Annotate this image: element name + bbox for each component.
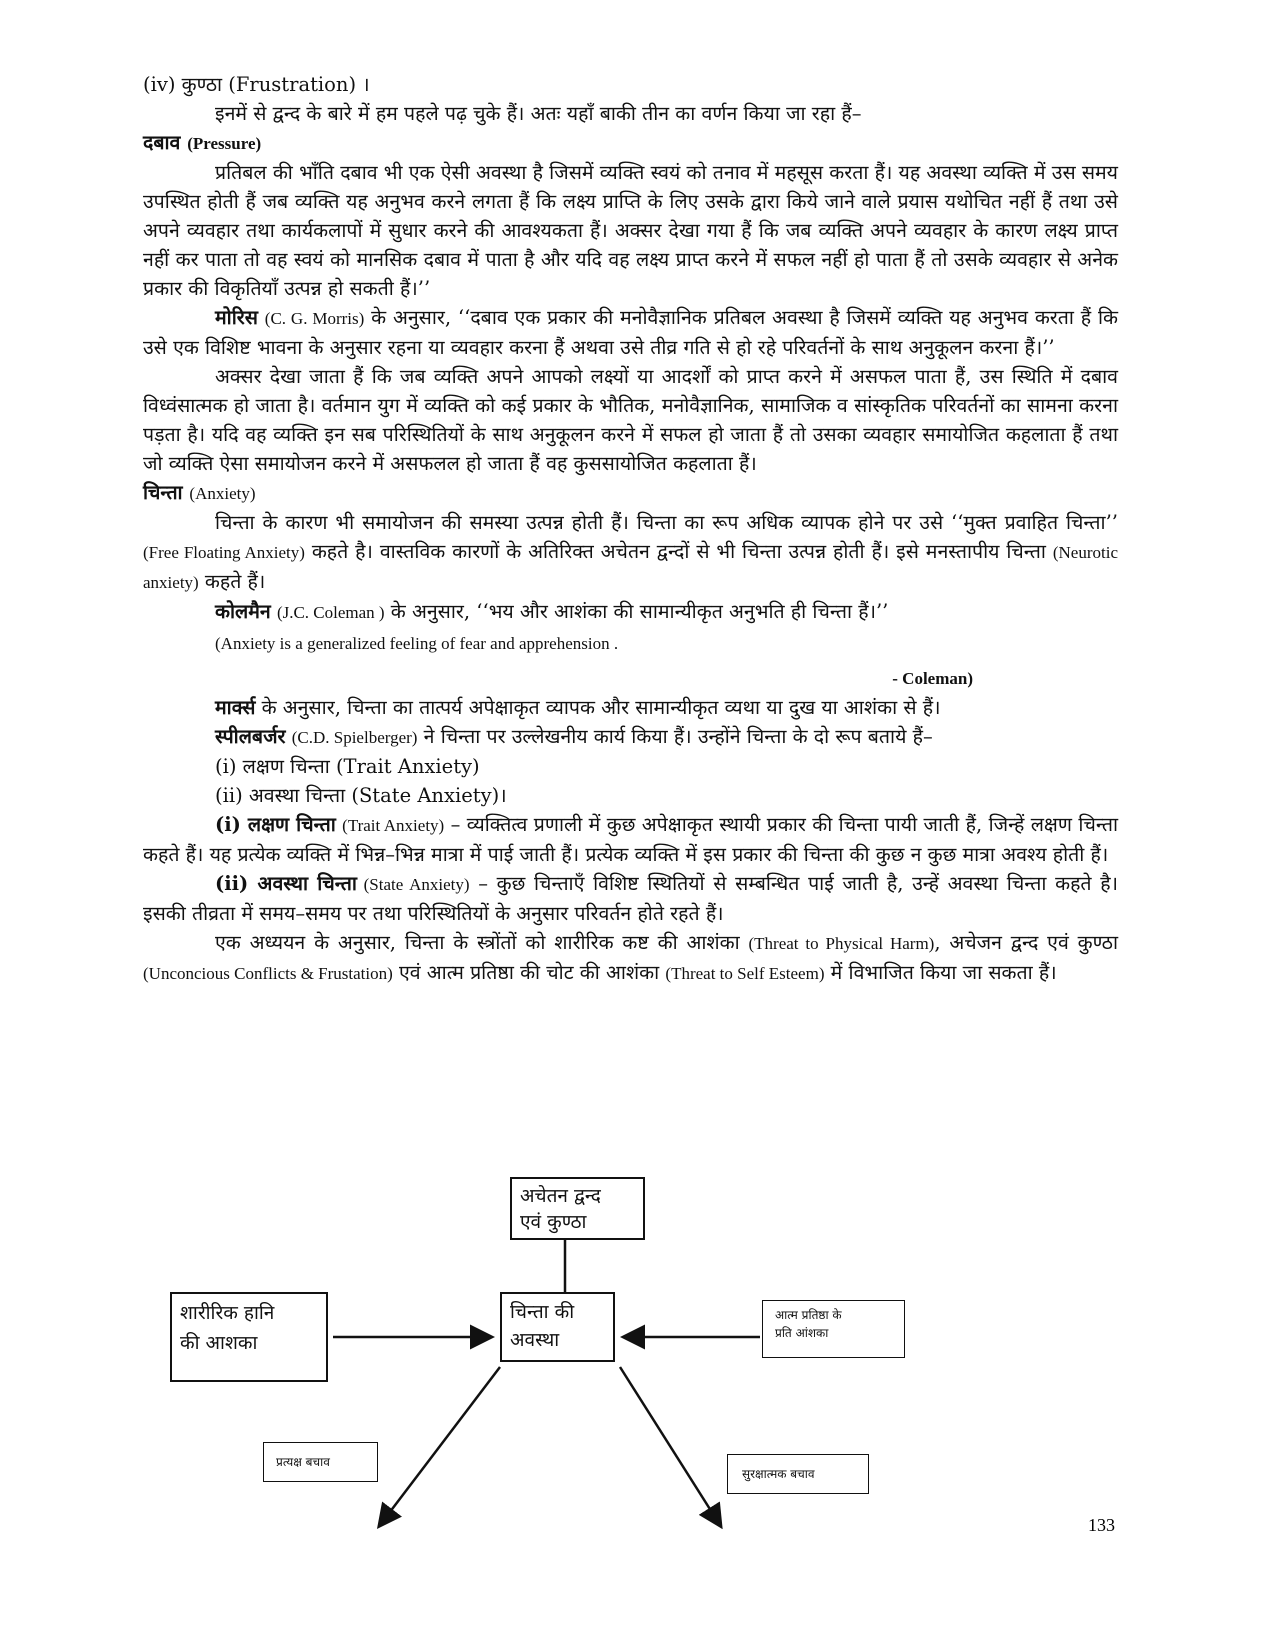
state-para: (ii) अवस्था चिन्ता (State Anxiety) – कुछ चिन्ताएँ विशिष्ट स्थितियों से सम्बन्धित पाई जाती है, उन्हें अवस्था चिन्ता कहते है। इसकी तीव्रता में समय–समय पर तथा परिस्थितियों के अनुसार परिवर्तन होते रहते हैं।: [143, 872, 1118, 925]
pressure-heading: दबाव (Pressure): [143, 131, 262, 154]
morris-para: मोरिस (C. G. Morris) के अनुसार, ‘‘दबाव एक प्रकार की मनोवैज्ञानिक प्रतिबल अवस्था है जिसमें व्यक्ति यह अनुभव करता हैं कि उसे एक विशिष्ट भावना के अनुसार रहना या व्यवहार करना हैं अथवा उसे तीव्र गति से हो रहे परिवर्तनों के साथ अनुकूलन करना हैं।’’: [143, 306, 1119, 359]
list-item-trait: (i) लक्षण चिन्ता (Trait Anxiety): [215, 755, 480, 778]
marx-para: मार्क्स के अनुसार, चिन्ता का तात्पर्य अपेक्षाकृत व्यापक और सामान्यीकृत व्यथा या दुख या आशंका से हैं।: [215, 696, 941, 719]
spielberger-para: स्पीलबर्जर (C.D. Spielberger) ने चिन्ता पर उल्लेखनीय कार्य किया हैं। उन्होंने चिन्ता के दो रूप बताये हैं–: [215, 725, 933, 748]
intro-note: इनमें से द्वन्द के बारे में हम पहले पढ़ चुके हैं। अतः यहाँ बाकी तीन का वर्णन किया जा रहा हैं–: [215, 102, 862, 125]
arrow-center-to-bottom-left: [380, 1367, 500, 1525]
box-physical-harm: शारीरिक हानि की आशका: [170, 1292, 328, 1382]
coleman-signature: - Coleman): [892, 669, 973, 688]
study-para: एक अध्ययन के अनुसार, चिन्ता के स्त्रोंतों को शारीरिक कष्ट की आशंका (Threat to Physical Harm), अचेजन द्वन्द एवं कुण्ठा (Unconcious Conflicts & Frustation) एवं आत्म प्रतिष्ठा की चोट की आशंका (Threat to Self Esteem) में विभाजित किया जा सकता हैं।: [143, 931, 1119, 984]
trait-para: (i) लक्षण चिन्ता (Trait Anxiety) – व्यक्तित्व प्रणाली में कुछ अपेक्षाकृत स्थायी प्रकार की चिन्ता पायी जाती हैं, जिन्हें लक्षण चिन्ता कहते हैं। यह प्रत्येक व्यक्ति में भिन्न–भिन्न मात्रा में पाई जाती हैं। प्रत्येक व्यक्ति में इस प्रकार की चिन्ता की कुछ न कुछ मात्रा अवश्य होती हैं।: [143, 813, 1118, 866]
pressure-para-3: अक्सर देखा जाता हैं कि जब व्यक्ति अपने आपको लक्ष्यों या आदर्शों को प्राप्त करने में असफल पाता हैं, उस स्थिति में दबाव विध्वंसात्मक हो जाता है। वर्तमान युग में व्यक्ति को कई प्रकार के भौतिक, मनोवैज्ञानिक, सामाजिक व सांस्कृतिक परिवर्तनों का सामना करना पड़ता है। यदि वह व्यक्ति इन सब परिस्थितियों के साथ अनुकूलन करने में सफल हो जाता हैं तो उसका व्यवहार समायोजित कहलाता हैं तथा जो व्यक्ति ऐसा समायोजन करने में असफलल हो जाता हैं वह कुससायोजित कहलाता हैं।: [143, 365, 1118, 475]
anxiety-para-1: चिन्ता के कारण भी समायोजन की समस्या उत्पन्न होती हैं। चिन्ता का रूप अधिक व्यापक होने पर उसे ‘‘मुक्त प्रवाहित चिन्ता’’ (Free Floating Anxiety) कहते है। वास्तविक कारणों के अतिरिक्त अचेतन द्वन्दों से भी चिन्ता उत्पन्न होती हैं। इसे मनस्तापीय चिन्ता (Neurotic anxiety) कहते हैं।: [143, 511, 1118, 593]
pressure-para-1: प्रतिबल की भाँति दबाव भी एक ऐसी अवस्था है जिसमें व्यक्ति स्वयं को तनाव में महसूस करता हैं। यह अवस्था व्यक्ति में उस समय उपस्थित होती हैं जब व्यक्ति यह अनुभव करने लगता हैं कि लक्ष्य प्राप्ति के लिए उसके द्वारा किये जाने वाले प्रयास यथोचित नहीं हैं तथा उसे अपने व्यवहार तथा कार्यकलापों में सुधार करने की आवश्यकता हैं। अक्सर देखा गया हैं कि जब व्यक्ति अपने व्यवहार के कारण लक्ष्य प्राप्त नहीं कर पाता तो वह स्वयं को मानसिक दबाव में पाता है और यदि वह लक्ष्य प्राप्त करने में सफल नहीं हो पाता हैं तो उसके व्यवहार से अनेक प्रकार की विकृतियाँ उत्पन्न हो सकती हैं।’’: [143, 161, 1118, 300]
coleman-quote: (Anxiety is a generalized feeling of fear and apprehension .: [215, 634, 619, 653]
list-item-state: (ii) अवस्था चिन्ता (State Anxiety)।: [215, 784, 507, 807]
arrow-center-to-bottom-right: [620, 1367, 720, 1525]
box-self-esteem: आत्म प्रतिष्ठा के प्रति आंशका: [762, 1300, 905, 1358]
coleman-para: कोलमैन (J.C. Coleman ) के अनुसार, ‘‘भय और आशंका की सामान्यीकृत अनुभति ही चिन्ता हैं।’’: [215, 600, 889, 623]
anxiety-heading: चिन्ता (Anxiety): [143, 481, 256, 504]
box-defensive-defence: सुरक्षात्मक बचाव: [727, 1454, 869, 1494]
anxiety-sources-diagram: [0, 1170, 1275, 1570]
box-anxiety-state: चिन्ता की अवस्था: [500, 1292, 615, 1362]
box-unconscious-conflict: अचेतन द्वन्द एवं कुण्ठा: [510, 1177, 645, 1240]
box-direct-defence: प्रत्यक्ष बचाव: [263, 1442, 378, 1482]
page-body: [143, 70, 1118, 988]
page-number: 133: [1088, 1515, 1115, 1535]
item-iv: (iv) कुण्ठा (Frustration) ।: [143, 73, 370, 96]
morris-name: मोरिस: [215, 306, 258, 329]
